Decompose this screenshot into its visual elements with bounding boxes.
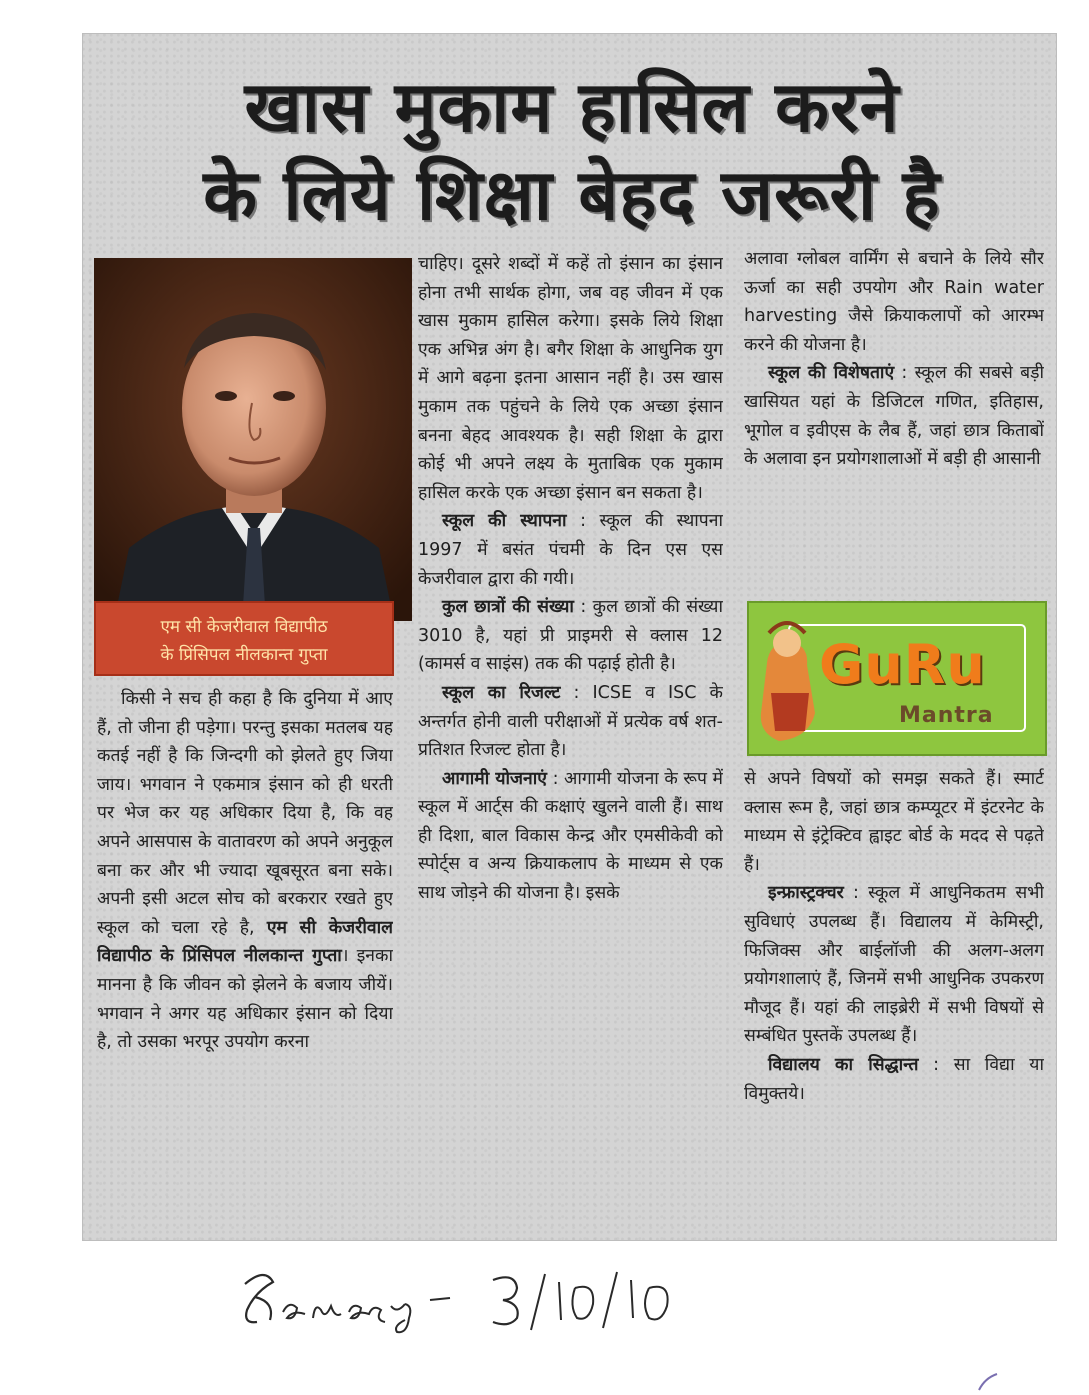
school-founding-heading: स्कूल की स्थापना (442, 511, 567, 532)
student-count-text: : कुल छात्रों की संख्या 3010 है, यहां प्री प्राइमरी से क्लास 12 (कामर्स व साइंस) तक की पढ़ाई होती है। (418, 597, 723, 675)
photo-caption (94, 601, 394, 676)
headline (102, 63, 1042, 239)
school-features-paragraph (744, 359, 1044, 473)
article-column-2 (418, 250, 723, 1233)
ink-mark-icon (975, 1372, 1000, 1392)
newspaper-clipping (82, 33, 1057, 1241)
student-count-paragraph (418, 593, 723, 679)
article-column-3-top (744, 245, 1044, 625)
column-1-text: किसी ने सच ही कहा है कि दुनिया में आए हैं, तो जीना ही पड़ेगा। परन्तु इसका मतलब यह कतई नहीं है कि जिन्दगी को झेलते हुए जिया जाय। भगवान ने एकमात्र इंसान को ही धरती पर भेज कर यह अधिकार दिया है, कि वह अपने आसपास के वातावरण को अपने अनुकूल बना कर और भी ज्यादा खूबसूरत बना सके। अपनी इसी अटल सोच को बरकरार रखते हुए स्कूल को चला रहे है, (97, 689, 393, 938)
article-column-3-bottom (744, 765, 1044, 1231)
school-result-paragraph (418, 679, 723, 765)
principal-portrait (94, 258, 412, 621)
school-result-heading: स्कूल का रिजल्ट (442, 682, 561, 703)
guru-word: GuRu (819, 633, 986, 696)
infrastructure-heading: इन्फ्रास्ट्रक्चर (768, 883, 844, 904)
school-motto-paragraph (744, 1051, 1044, 1108)
caption-line-1: एम सी केजरीवाल विद्यापीठ (160, 617, 328, 637)
school-motto-heading: विद्यालय का सिद्धान्त (768, 1054, 919, 1075)
guru-mantra-text: Mantra (899, 703, 994, 728)
principal-photo (94, 258, 412, 621)
guru-mantra-logo (747, 601, 1047, 756)
headline-line-1: खास मुकाम हासिल करने (244, 66, 900, 148)
article-column-1 (97, 685, 393, 1225)
infrastructure-paragraph (744, 879, 1044, 1051)
future-plans-paragraph (418, 765, 723, 908)
column-1-text-2: । इनका मानना है कि जीवन को झेलने के बजाय जीयें। भगवान ने अगर यह अधिकार इंसान को दिया है, तो उसका भरपूर उपयोग करना (97, 946, 393, 1053)
handwritten-signature-icon (225, 1262, 745, 1342)
principal-name: एम सी केजरीवाल विद्यापीठ के प्रिंसिपल नीलकान्त गुप्ता (97, 917, 393, 967)
caption-line-2: के प्रिंसिपल नीलकान्त गुप्ता (160, 645, 328, 665)
school-features-heading: स्कूल की विशेषताएं (768, 363, 895, 384)
column-3-paragraph-3: से अपने विषयों को समझ सकते हैं। स्मार्ट क्लास रूम है, जहां छात्र कम्प्यूटर में इंटरनेट के माध्यम से इंट्रेक्टिव ह्वाइट बोर्ड के मदद से पढ़ते हैं। (744, 769, 1044, 875)
column-2-paragraph-1: चाहिए। दूसरे शब्दों में कहें तो इंसान का इंसान होना तभी सार्थक होगा, जब वह जीवन में एक खास मुकाम हासिल करेगा। इसके लिये शिक्षा एक अभिन्न अंग है। बगैर शिक्षा के आधुनिक युग में आगे बढ़ना इतना आसान नहीं है। उस खास मुकाम तक पहुंचने के लिये एक अच्छा इंसान बनना बेहद आवश्यक है। सही शिक्षा के द्वारा कोई भी अपने लक्ष्य के मुताबिक एक मुकाम हासिल करके एक अच्छा इंसान बन सकता है। (418, 254, 723, 503)
student-count-heading: कुल छात्रों की संख्या (442, 597, 574, 618)
school-founding-paragraph (418, 507, 723, 593)
school-result-text: : ICSE व ISC के अन्तर्गत होनी वाली परीक्षाओं में प्रत्येक वर्ष शत-प्रतिशत रिजल्ट होता है। (418, 682, 723, 761)
column-3-paragraph-1: अलावा ग्लोबल वार्मिंग से बचाने के लिये सौर ऊर्जा का सही उपयोग और Rain water harvesting जैसे क्रियाकलापों को आरम्भ करने की योजना है। (744, 249, 1044, 355)
future-plans-heading: आगामी योजनाएं (442, 768, 547, 789)
column-1-paragraph (97, 685, 393, 1057)
headline-line-2: के लिये शिक्षा बेहद जरूरी है (203, 154, 941, 236)
handwritten-source-note (225, 1262, 745, 1342)
school-features-text: : स्कूल की सबसे बड़ी खासियत यहां के डिजिटल गणित, इतिहास, भूगोल व इवीएस के लैब हैं, जहां छात्र किताबों के अलावा इन प्रयोगशालाओं में बड़ी ही आसानी (744, 363, 1044, 470)
infrastructure-text: : स्कूल में आधुनिकतम सभी सुविधाएं उपलब्ध हैं। विद्यालय में केमिस्ट्री, फिजिक्स और बाईलॉजी की अलग-अलग प्रयोगशालाएं हैं, जिनमें सभी आधुनिक उपकरण मौजूद हैं। यहां की लाइब्रेरी में सभी विषयों से सम्बंधित पुस्तकें उपलब्ध हैं। (744, 883, 1044, 1047)
school-motto-text: : सा विद्या या विमुक्तये। (744, 1054, 1044, 1104)
future-plans-text: : आगामी योजना के रूप में स्कूल में आर्ट्स की कक्षाएं खुलने वाली हैं। साथ ही दिशा, बाल विकास केन्द्र और एमसीकेवी को स्पोर्ट्स व अन्य क्रियाकलाप के माध्यम से एक साथ जोड़ने की योजना है। इसके (418, 768, 723, 904)
school-founding-text: : स्कूल की स्थापना 1997 में बसंत पंचमी के दिन एस एस केजरीवाल द्वारा की गयी। (418, 511, 723, 589)
